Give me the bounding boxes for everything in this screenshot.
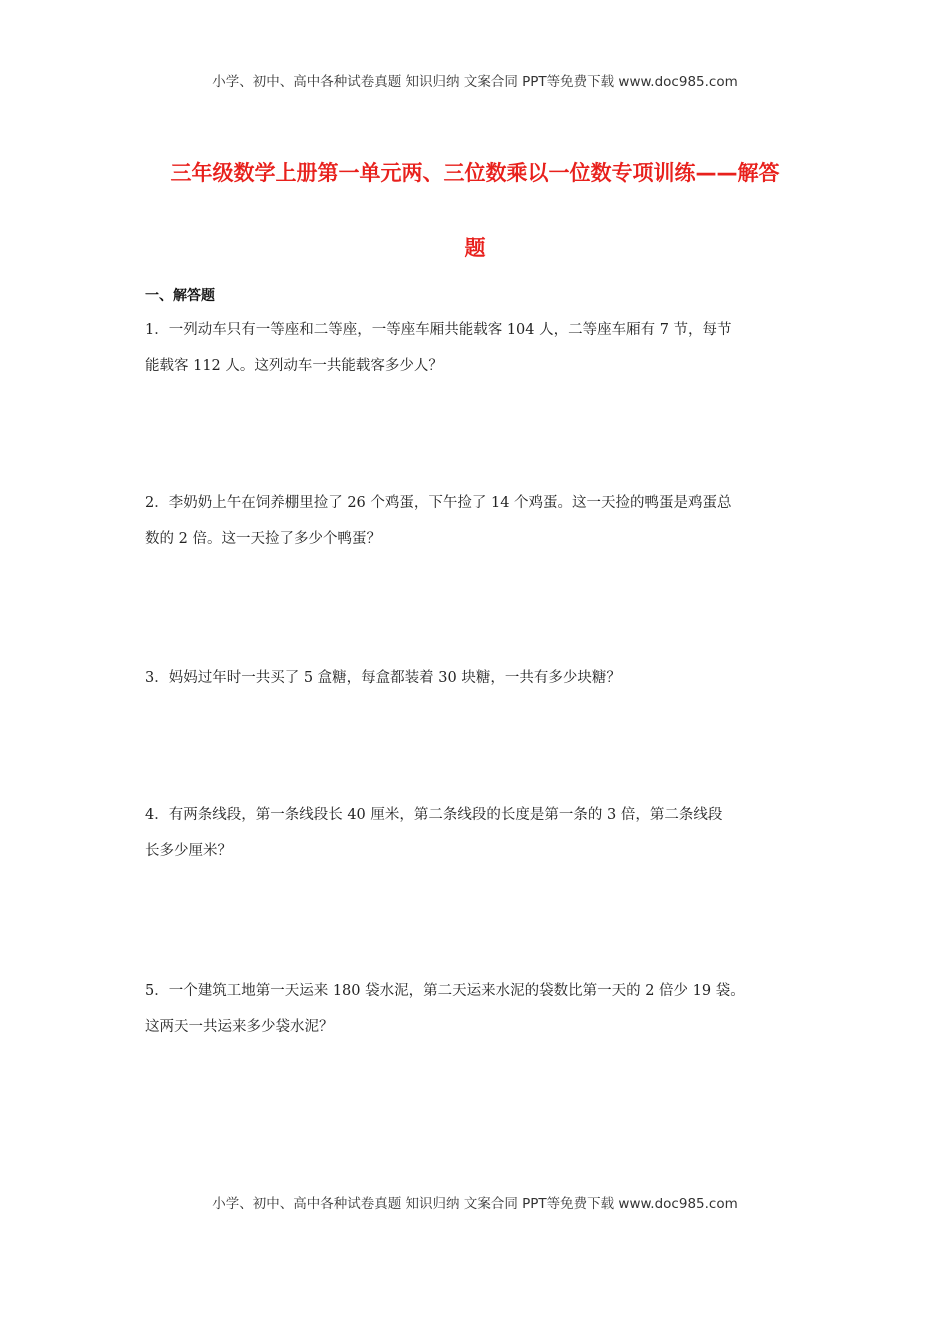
question-4-line-1: 4．有两条线段，第一条线段长 40 厘米，第二条线段的长度是第一条的 3 倍，第二条线段 <box>145 807 723 823</box>
page-header: 小学、初中、高中各种试卷真题 知识归纳 文案合同 PPT等免费下载 www.doc985.com <box>212 74 738 90</box>
question-2-line-2: 数的 2 倍。这一天捡了多少个鸭蛋？ <box>145 531 381 547</box>
question-5-line-2: 这两天一共运来多少袋水泥？ <box>145 1019 334 1035</box>
question-2 <box>145 485 807 557</box>
question-5 <box>145 973 807 1045</box>
question-4 <box>145 797 807 869</box>
question-3 <box>145 660 807 696</box>
question-4-line-2: 长多少厘米？ <box>145 843 232 859</box>
question-2-line-1: 2．李奶奶上午在饲养棚里捡了 26 个鸡蛋，下午捡了 14 个鸡蛋。这一天捡的鸭蛋是鸡蛋总 <box>145 495 732 511</box>
document-title-line-1: 三年级数学上册第一单元两、三位数乘以一位数专项训练——解答 <box>170 161 780 185</box>
question-1 <box>145 312 807 384</box>
page-footer: 小学、初中、高中各种试卷真题 知识归纳 文案合同 PPT等免费下载 www.doc985.com <box>212 1196 738 1212</box>
document-title-line-2: 题 <box>464 236 486 260</box>
question-1-line-1: 1．一列动车只有一等座和二等座，一等座车厢共能载客 104 人，二等座车厢有 7 节，每节 <box>145 322 732 338</box>
question-5-line-1: 5．一个建筑工地第一天运来 180 袋水泥，第二天运来水泥的袋数比第一天的 2 倍少 19 袋。 <box>145 983 745 999</box>
section-heading: 一、解答题 <box>145 288 215 304</box>
question-1-line-2: 能载客 112 人。这列动车一共能载客多少人？ <box>145 358 443 374</box>
question-3-line-1: 3．妈妈过年时一共买了 5 盒糖，每盒都装着 30 块糖，一共有多少块糖？ <box>145 670 621 686</box>
